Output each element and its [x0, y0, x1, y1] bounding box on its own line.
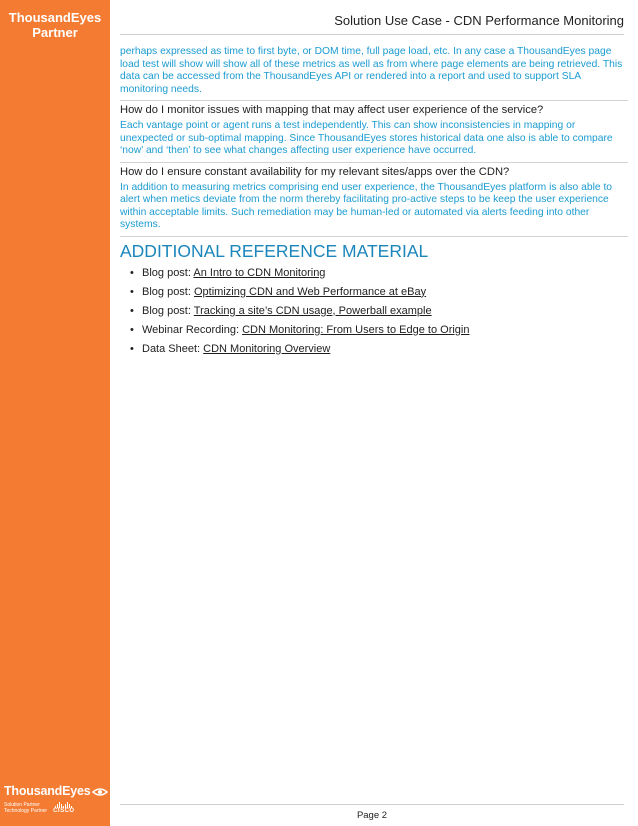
qa-block-mapping: [120, 100, 628, 158]
reference-link[interactable]: Optimizing CDN and Web Performance at eBay: [193, 285, 427, 298]
partner-marks: [4, 802, 108, 814]
list-item: [130, 323, 628, 337]
partner-badge: [0, 10, 110, 40]
bullet-icon: •: [130, 266, 134, 279]
sidebar: [0, 0, 110, 826]
reference-link[interactable]: CDN Monitoring: From Users to Edge to Origin: [242, 323, 470, 336]
bullet-icon: •: [130, 304, 134, 317]
reference-link[interactable]: CDN Monitoring Overview: [203, 342, 331, 355]
bullet-icon: •: [130, 323, 134, 336]
reference-list: [120, 267, 628, 356]
bullet-icon: •: [130, 342, 134, 355]
reference-link[interactable]: Tracking a site’s CDN usage, Powerball example: [193, 304, 432, 317]
reference-prefix: Blog post:: [142, 304, 194, 317]
question-heading: How do I monitor issues with mapping that may affect user experience of the service?: [120, 104, 544, 116]
reference-prefix: Webinar Recording:: [142, 323, 243, 336]
cisco-wordmark: CISCO: [53, 808, 75, 814]
thousandeyes-logo: [4, 784, 108, 798]
footer-logo-block: [4, 784, 108, 814]
intro-paragraph: perhaps expressed as time to first byte, or DOM time, full page load, etc. In any case a ThousandEyes page load test will show will show all of these metrics as well as from where page elements are being retrieved. This data can be accessed from the ThousandEyes API or rendered into a report and used to support SLA monitoring needs.: [120, 46, 623, 95]
partner-text-line2: Technology Partner: [4, 808, 48, 814]
cisco-logo: [53, 802, 75, 814]
question-heading: How do I ensure constant availability for my relevant sites/apps over the CDN?: [120, 165, 510, 178]
list-item: [130, 266, 628, 280]
list-item: [130, 342, 628, 356]
qa-block-availability: [120, 162, 628, 232]
partner-text-line1: Solution Partner: [4, 802, 40, 808]
page-number: Page 2: [356, 810, 388, 821]
list-item: [130, 304, 628, 318]
logo-wordmark: ThousandEyes: [4, 784, 91, 798]
brand-partner-label: Partner: [32, 25, 78, 40]
list-item: [130, 285, 628, 299]
reference-prefix: Data Sheet:: [142, 342, 204, 355]
brand-name: ThousandEyes: [8, 10, 102, 25]
eye-icon: [92, 787, 108, 797]
main-content: [120, 46, 628, 362]
answer-paragraph: Each vantage point or agent runs a test independently. This can show inconsistencies in mapping or unexpected or sub-optimal mapping. Since ThousandEyes stores historical data one also is able to compare ‘now’ and ‘then’ to see what changes affecting user experience have occurred.: [120, 120, 613, 156]
reference-section: [120, 236, 628, 356]
reference-prefix: Blog post:: [142, 285, 194, 298]
header-divider: [120, 34, 624, 35]
footer-divider: [120, 804, 624, 805]
section-heading: ADDITIONAL REFERENCE MATERIAL: [120, 240, 429, 261]
reference-prefix: Blog post:: [142, 266, 194, 279]
page-title: Solution Use Case - CDN Performance Monitoring: [334, 13, 624, 28]
answer-paragraph: In addition to measuring metrics comprising end user experience, the ThousandEyes platform is also able to alert when metics deviate from the norm thereby facilitating pro-active steps to be keep the user experience within acceptable limits. Such remediation may be human-led or automated via alerts feeding into other systems.: [120, 181, 613, 230]
bullet-icon: •: [130, 285, 134, 298]
partner-text: [4, 802, 47, 814]
reference-link[interactable]: An Intro to CDN Monitoring: [193, 266, 326, 279]
